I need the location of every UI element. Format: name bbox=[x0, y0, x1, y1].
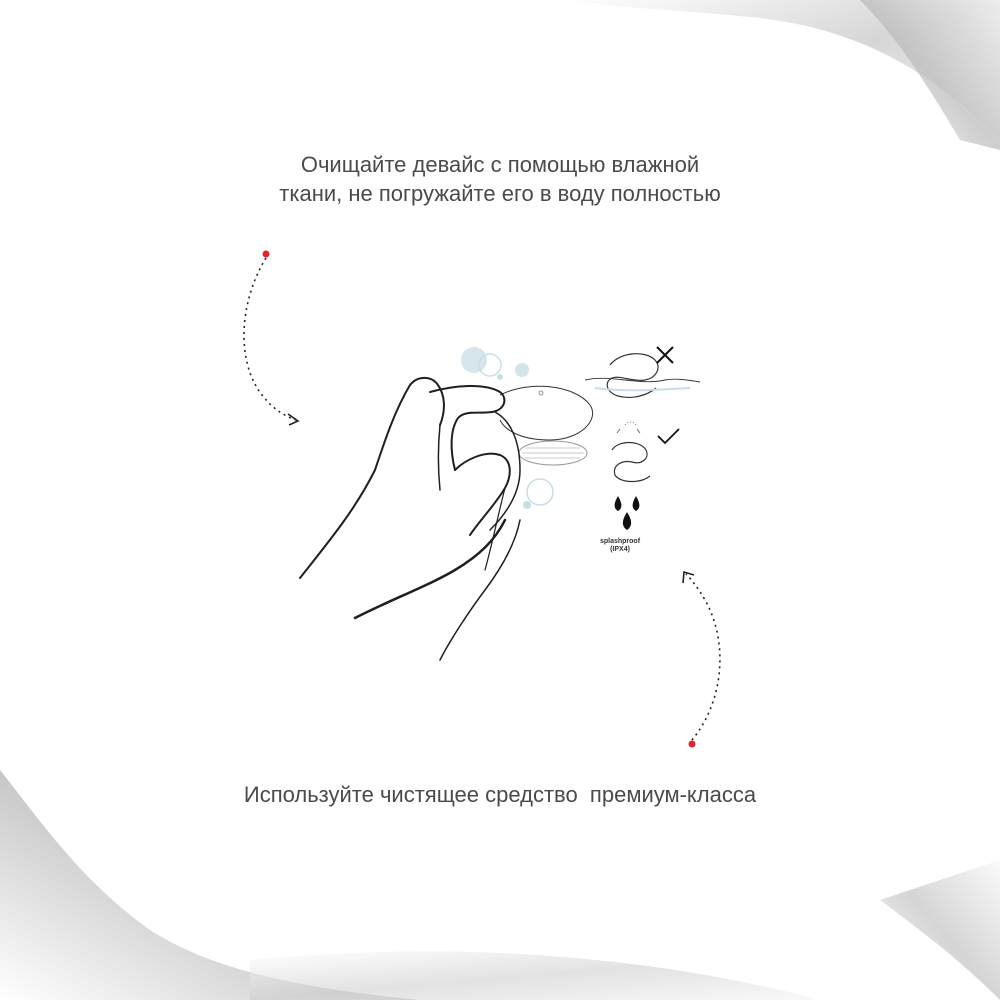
splashproof-rating: (IPX4) bbox=[610, 546, 630, 554]
device-outline bbox=[500, 386, 593, 465]
premium-cleaner-recommendation: Используйте чистящее средство премиум-класса bbox=[243, 782, 757, 807]
dotted-arrow-left bbox=[244, 251, 298, 426]
dotted-arrow-right bbox=[683, 572, 720, 748]
arrow-start-dot-2 bbox=[689, 741, 696, 748]
immersion-not-allowed bbox=[585, 347, 700, 397]
heading-line-1: Очищайте девайс с помощью влажной bbox=[300, 152, 700, 177]
water-drops-icon bbox=[615, 496, 640, 530]
arrow-start-dot bbox=[263, 251, 270, 258]
heading-line-2: ткани, не погружайте его в воду полностью bbox=[279, 181, 721, 207]
cross-icon bbox=[657, 347, 673, 363]
splashproof-label bbox=[590, 538, 650, 555]
splash-allowed bbox=[612, 422, 679, 482]
check-icon bbox=[658, 429, 679, 443]
hand-line-art bbox=[300, 378, 520, 660]
splashproof-title: splashproof bbox=[599, 538, 641, 545]
